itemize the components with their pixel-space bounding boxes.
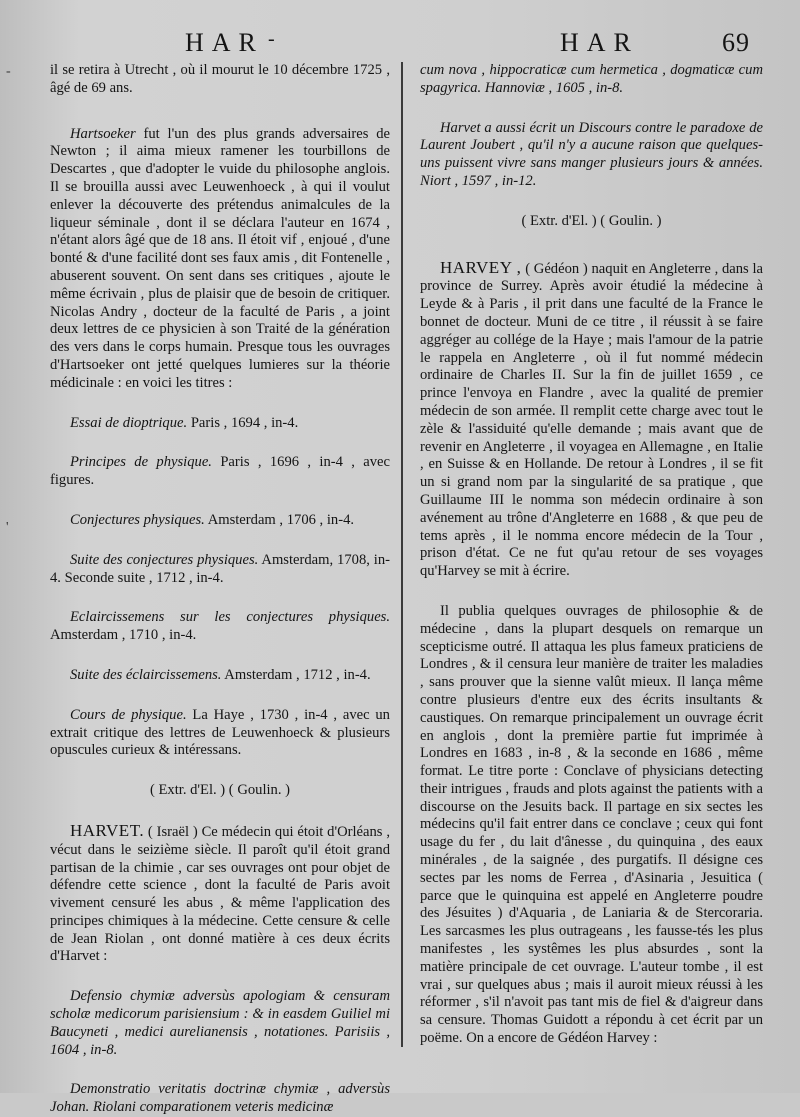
work-title: Essai de dioptrique. [70,414,188,431]
running-head-right: HAR [560,28,639,57]
work-item [50,667,390,685]
harvet-entry [50,822,390,966]
running-head [0,28,800,58]
work-details: La Haye , 1730 , in-4 , avec un extrait critique des lettres de Leuwenhoeck & plusieurs opuscules curieux & intéressans. [50,706,390,759]
hartsoeker-entry [50,126,390,393]
harvey-text: ( Gédéon ) naquit en Angleterre , dans la province de Surrey. Après avoir étudié la médecine à Leyde & à Paris , il prit dans une faculté de la France le bonnet de docteur. Muni de ce titre , il réussit à se faire aggréger au collége de la Haye ; mais l'amour de la patrie le rappela en Angleterre , où il fut nommé médecin ordinaire de Charles II. Sur la fin de juillet 1659 , ce prince l'envoya en Flandre , avec la qualité de premier médecin de son armée. Il remplit cette charge avec tout le zèle & l'assiduité qu'elle demande ; mais avant que de revenir en Angleterre , il voyagea en Allemagne , en Italie , en Suisse & en Hollande. De retour à Londres , il se fit un si grand nom par la singularité de sa pratique , que Guillaume III le nomma son médecin ordinaire à son avénement au trône d'Angleterre en 1688 , & que peu de tems après , il le nomma encore médecin de la Tour , prison d'état. Ce ne fut qu'au retour de ses voyages qu'Harvey se mit à écrire. [420,260,763,580]
work-item [50,415,390,433]
work-details: Amsterdam, 1708, in-4. Seconde suite , 1712 , in-4. [50,551,391,586]
harvet-discours: Harvet a aussi écrit un Discours contre le paradoxe de Laurent Joubert , qu'il n'y a aucune raison que quelques-uns puissent vivre sans manger plusieurs jours & années. Niort , 1597 , in-12. [420,119,763,189]
continuation-text: cum nova , hippocraticæ cum hermetica , dogmaticæ cum spagyrica. Hannoviæ , 1605 , in-8. [420,62,763,96]
column-divider [401,62,403,1047]
work-details: Amsterdam , 1706 , in-4. [207,511,355,528]
defensio-work: Defensio chymiæ adversùs apologiam & censuram scholæ medicorum parisiensium : & in easdem Guiliel mi Baucyneti , medici aurelianensis , notationes. Parisiis , 1604 , in-8. [50,988,390,1058]
margin-mark: - [6,64,11,79]
hartsoeker-text: fut l'un des plus grands adversaires de Newton ; il aima mieux ramener les tourbillons de Descartes , que d'adopter le vuide du philosophe anglois. Il se brouilla aussi avec Leuwenhoeck , à qui il voulut enlever la découverte des prétendus animalcules de la liqueur séminale , dont il se déclara l'auteur en 1674 , n'étant alors âgé que de 18 ans. Il étoit vif , enjoué , d'une bonté & d'une facilité dont ses faux amis , dit Fontenelle , abuserent souvent. On sent dans ses critiques , ajoute le même écrivain , plus de plaisir que de besoin de critiquer. Nicolas Andry , docteur de la faculté de Paris , a joint deux lettres de ce physicien à son Traité de la génération des vers dans le corps humain. Presque tous les ouvrages d'Hartsoeker ont jetté quelques lumieres sur la théorie médicinale : en voici les titres : [50,125,390,391]
continuation-paragraph: il se retira à Utrecht , où il mourut le 10 décembre 1725 , âgé de 69 ans. [50,62,390,96]
margin-mark: ' [6,520,9,535]
harvey-entry [420,259,763,581]
harvey-works-paragraph: Il publia quelques ouvrages de philosophie & de médecine , dans la plupart desquels on remarque un scepticisme outré. Il attaqua les plus fameux praticiens de Londres , & il censura leur manière de traiter les maladies , sans prouver que la sienne valût mieux. Il lança même contre plusieurs d'entre eux des écrits insultants & caustiques. On remarque principalement un ouvrage écrit en anglois , dont la première partie fut imprimée à Londres en 1683 , in-8 , & la seconde en 1686 , même format. Le titre porte : Conclave of physicians detecting their intrigues , frauds and plots against the patients with a discourse on the Jesuits back. Il partage en six sectes les médecins qu'il fait entrer dans ce conclave ; ceux qui font usage du fer , du lait d'ânesse , du quinquina , des eaux minérales , de la saignée , des purgatifs. Il désigne ces sectes par les noms de Ferrea , d'Asinaria , Jesuitica ( parce que le quinquina est appelé en Angleterre poudre des Jésuites ) d'Aquaria , de Laniaria & de Stercoraria. Les sarcasmes les plus outrageans , les fausse-tés les plus manifestes , les systêmes les plus absurdes , sont la matière principale de cet ouvrage. L'auteur tombe , il est vrai , sur quelques abus ; mais il auroit mieux réussi à les réformer , s'il n'avoit pas tant mis de fiel & d'aigreur dans sa censure. Thomas Guidott a répondu à cet écrit par un poëme. On a encore de Gédéon Harvey : [420,602,763,1047]
work-title: Cours de physique. [70,706,187,723]
harvet-text: ( Israël ) Ce médecin qui étoit d'Orléans , vécut dans le seizième siècle. Il paroît qu'il étoit grand partisan de la chimie , car ses ouvrages ont pour objet de défendre cette science , dont la faculté de Paris avoit vivement censuré les abus , & même l'application des principes chimiques à la médecine. Cette censure & celle de Jean Riolan , ont donné matière à ces deux écrits d'Harvet : [50,823,390,965]
work-item [50,512,390,530]
work-item [50,707,390,760]
signature: ( Extr. d'El. ) ( Goulin. ) [149,782,291,799]
work-title: Conjectures physiques. [70,511,205,528]
running-head-dash: - [268,28,283,50]
hartsoeker-name: Hartsoeker [70,125,136,142]
work-title: Principes de physique. [70,454,212,471]
harvet-headword: HARVET. [70,820,145,840]
work-details: Paris , 1694 , in-4. [190,414,299,431]
harvey-headword: HARVEY , [440,257,522,277]
page-number: 69 [722,28,750,57]
work-item [50,609,390,645]
work-item [50,552,390,588]
running-head-left: HAR [185,28,264,57]
demonstratio-work: Demonstratio veritatis doctrinæ chymiæ , adversùs Johan. Riolani comparationem veteris medicinæ [50,1081,390,1116]
work-details: Amsterdam , 1712 , in-4. [224,666,371,683]
work-title: Eclaircissemens sur les conjectures physiques. [70,609,390,626]
work-item [50,454,390,490]
work-title: Suite des éclaircissemens. [70,666,222,683]
right-column [420,62,763,1048]
work-title: Suite des conjectures physiques. [70,551,259,568]
signature: ( Extr. d'El. ) ( Goulin. ) [521,212,662,229]
left-column [50,62,390,1117]
work-details: Paris , 1696 , in-4 , avec figures. [50,454,391,489]
work-details: Amsterdam , 1710 , in-4. [50,627,197,644]
